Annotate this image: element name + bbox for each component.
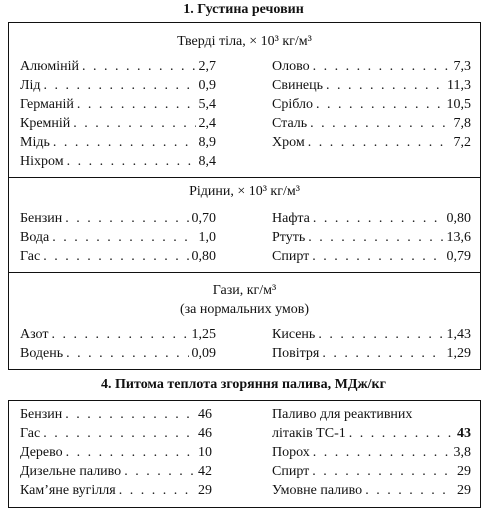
substance-name: Кисень <box>272 327 316 342</box>
table-row <box>272 463 471 481</box>
fuel-name: Кам’яне вугілля <box>20 483 116 498</box>
table-row <box>20 153 216 171</box>
table-row <box>272 229 471 247</box>
substance-name: Спирт <box>272 249 310 264</box>
table-row <box>20 444 212 462</box>
substance-name: Ніхром <box>20 154 64 169</box>
substance-value: 7,3 <box>453 59 471 74</box>
substance-name: Олово <box>272 59 310 74</box>
substance-name: Повітря <box>272 346 320 361</box>
table-row <box>20 96 216 114</box>
substance-value: 11,3 <box>447 78 471 93</box>
gases-header: Гази, кг/м³ <box>212 283 277 298</box>
table-row <box>20 482 212 500</box>
solids-liquids-divider <box>8 177 481 178</box>
fuel-value: 3,8 <box>453 445 471 460</box>
substance-value: 10,5 <box>446 97 471 112</box>
substance-name: Хром <box>272 135 305 150</box>
table-row <box>272 248 471 266</box>
substance-value: 13,6 <box>446 230 471 245</box>
table-row <box>20 210 216 228</box>
table-row <box>20 406 212 424</box>
table-row <box>20 248 216 266</box>
fuel-name-first-line <box>272 406 471 424</box>
liquids-header: Рідини, × 10³ кг/м³ <box>189 184 300 199</box>
table-row <box>272 326 471 344</box>
table-row <box>272 134 471 152</box>
fuel-name: літаків ТС-1 <box>272 426 346 441</box>
substance-value: 0,80 <box>446 211 471 226</box>
substance-name: Азот <box>20 327 49 342</box>
substance-name: Германій <box>20 97 74 112</box>
substance-name: Бензин <box>20 211 63 226</box>
substance-name: Ртуть <box>272 230 306 245</box>
substance-name: Сталь <box>272 116 308 131</box>
substance-value: 0,70 <box>191 211 216 226</box>
substance-name: Гас <box>20 249 41 264</box>
fuel-name: Дерево <box>20 445 63 460</box>
fuel-value: 46 <box>198 407 212 422</box>
fuel-value: 29 <box>457 483 471 498</box>
substance-name: Мідь <box>20 135 50 150</box>
table-row <box>20 463 212 481</box>
table-row <box>272 96 471 114</box>
substance-value: 0,09 <box>191 346 216 361</box>
table-row <box>272 444 471 462</box>
substance-value: 1,43 <box>446 327 471 342</box>
table-row <box>272 345 471 363</box>
table-row <box>20 115 216 133</box>
substance-name: Вода <box>20 230 50 245</box>
table-row <box>20 326 216 344</box>
table-row <box>20 425 212 443</box>
gases-subheader: (за нормальних умов) <box>179 302 310 317</box>
solids-header: Тверді тіла, × 10³ кг/м³ <box>177 34 312 49</box>
fuel-name: Спирт <box>272 464 310 479</box>
table-row <box>272 210 471 228</box>
substance-value: 0,9 <box>198 78 216 93</box>
table-row <box>272 115 471 133</box>
substance-value: 1,25 <box>191 327 216 342</box>
fuel-name: Паливо для реактивних <box>272 407 413 422</box>
substance-value: 7,8 <box>453 116 471 131</box>
substance-value: 2,4 <box>198 116 216 131</box>
table-row <box>272 482 471 500</box>
fuel-value: 10 <box>198 445 212 460</box>
table-row <box>272 425 471 443</box>
fuel-value: 29 <box>198 483 212 498</box>
table-row <box>20 58 216 76</box>
density-section-title: 1. Густина речовин <box>183 2 304 17</box>
table-row <box>20 345 216 363</box>
substance-name: Нафта <box>272 211 310 226</box>
fuel-value: 29 <box>457 464 471 479</box>
substance-name: Кремній <box>20 116 71 131</box>
substance-value: 8,4 <box>198 154 216 169</box>
fuel-value: 43 <box>457 426 471 441</box>
fuel-name: Бензин <box>20 407 63 422</box>
substance-value: 1,29 <box>446 346 471 361</box>
substance-value: 8,9 <box>198 135 216 150</box>
substance-name: Лід <box>20 78 41 93</box>
table-row <box>20 77 216 95</box>
liquids-gases-divider <box>8 272 481 273</box>
fuel-value: 42 <box>198 464 212 479</box>
table-row <box>272 77 471 95</box>
substance-value: 5,4 <box>198 97 216 112</box>
substance-value: 0,80 <box>191 249 216 264</box>
fuel-section-title: 4. Питома теплота згоряння палива, МДж/кг <box>101 377 386 392</box>
substance-value: 7,2 <box>453 135 471 150</box>
substance-value: 1,0 <box>198 230 216 245</box>
substance-name: Свинець <box>272 78 324 93</box>
substance-name: Срібло <box>272 97 313 112</box>
table-row <box>20 134 216 152</box>
table-row <box>20 229 216 247</box>
fuel-value: 46 <box>198 426 212 441</box>
fuel-name: Порох <box>272 445 310 460</box>
substance-value: 0,79 <box>446 249 471 264</box>
fuel-name: Гас <box>20 426 41 441</box>
table-row <box>272 58 471 76</box>
substance-name: Водень <box>20 346 64 361</box>
substance-name: Алюміній <box>20 59 79 74</box>
substance-value: 2,7 <box>198 59 216 74</box>
fuel-name: Умовне паливо <box>272 483 363 498</box>
fuel-name: Дизельне паливо <box>20 464 122 479</box>
